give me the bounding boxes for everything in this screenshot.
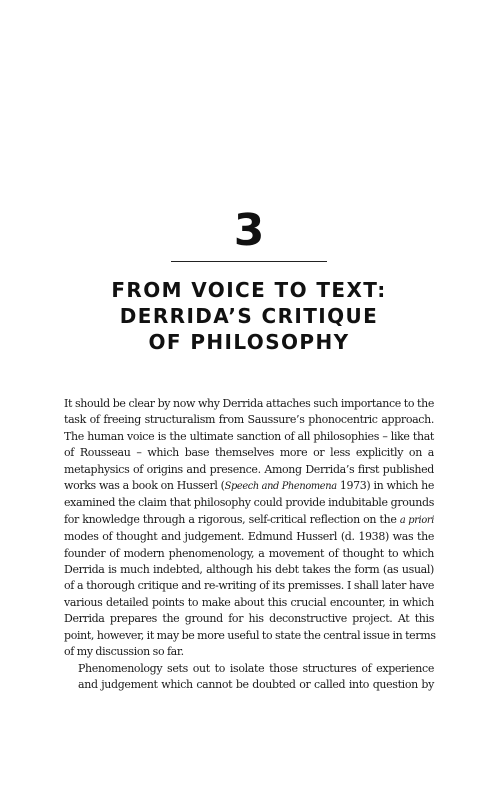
text-line: of a thorough critique and re-writing of its premisses. I shall later have [64,579,434,593]
text-line: Derrida is much indebted, although his debt takes the form (as usual) [64,563,434,577]
chapter-title-line: DERRIDA’S CRITIQUE [119,304,379,328]
text-line: It should be clear by now why Derrida attaches such importance to the [64,397,434,410]
paragraph [64,396,434,661]
paragraph [64,661,434,694]
text-line: of my discussion so far. [64,645,184,659]
text-run: works was a book on Husserl ( [64,479,225,493]
latin-term-italic: a priori [399,514,434,526]
body-text [64,396,434,693]
chapter-title-line: FROM VOICE TO TEXT: [111,278,387,302]
text-run: for knowledge through a rigorous, self-critical reflection on the [64,512,400,526]
text-line: of Rousseau – which base themselves more or less explicitly on a [64,446,434,460]
text-line: point, however, it may be more useful to state the central issue in terms [64,628,436,642]
text-line: Phenomenology sets out to isolate those structures of experience [78,661,434,675]
chapter-title-line: OF PHILOSOPHY [148,330,350,354]
text-line: modes of thought and judgement. Edmund Husserl (d. 1938) was the [64,530,434,544]
book-title-italic: Speech and Phenomena [224,481,337,493]
text-line: various detailed points to make about this crucial encounter, in which [64,595,434,609]
chapter-title [0,277,498,355]
text-line: Derrida prepares the ground for his deconstructive project. At this [64,612,434,626]
chapter-number: 3 [233,205,265,256]
text-line [64,478,434,495]
text-line: and judgement which cannot be doubted or called into question by [78,677,434,691]
text-line: task of freeing structuralism from Saussure’s phonocentric approach. [64,413,434,427]
text-line: metaphysics of origins and presence. Among Derrida’s first published [64,462,434,476]
chapter-divider-rule [171,261,327,262]
text-run: 1973) in which he [336,479,435,493]
text-line [64,512,434,529]
text-line: examined the claim that philosophy could provide indubitable grounds [64,496,434,510]
text-line: The human voice is the ultimate sanction of all philosophies – like that [64,429,434,443]
text-line: founder of modern phenomenology, a movement of thought to which [64,546,434,560]
